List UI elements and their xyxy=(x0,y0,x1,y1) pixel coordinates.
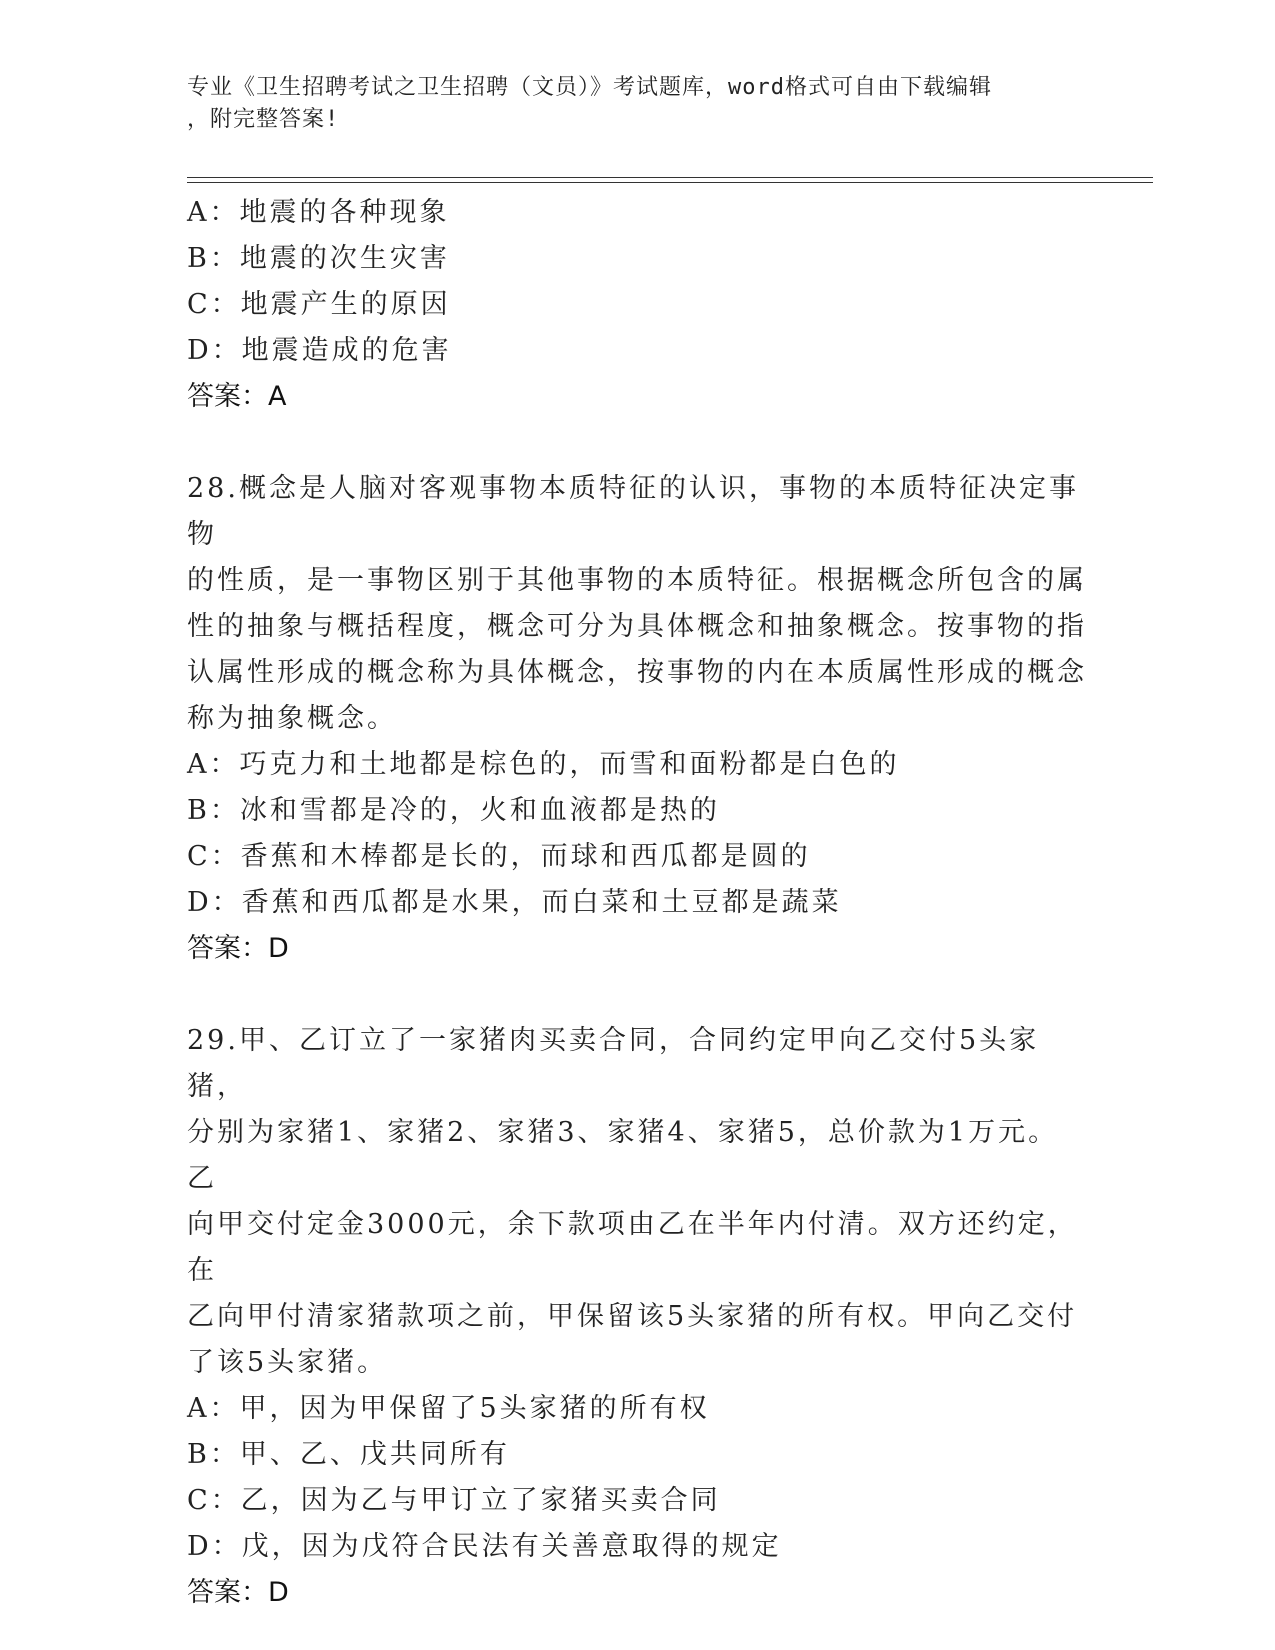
question-stem-line: 的性质，是一事物区别于其他事物的本质特征。根据概念所包含的属 xyxy=(187,565,1087,596)
question-stem-line: 向甲交付定金3000元，余下款项由乙在半年内付清。双方还约定，在 xyxy=(187,1209,1078,1286)
question-stem-line: 分别为家猪1、家猪2、家猪3、家猪4、家猪5，总价款为1万元。乙 xyxy=(187,1117,1059,1194)
question-29 xyxy=(187,1018,1087,1616)
question-27-tail xyxy=(187,190,1087,420)
question-stem-line: 29.甲、乙订立了一家猪肉买卖合同，合同约定甲向乙交付5头家猪， xyxy=(187,1025,1040,1102)
question-stem-line: 乙向甲付清家猪款项之前，甲保留该5头家猪的所有权。甲向乙交付 xyxy=(187,1301,1078,1332)
option-b: B：冰和雪都是冷的，火和血液都是热的 xyxy=(187,795,720,826)
header-divider-bottom xyxy=(187,182,1153,183)
question-stem-line: 称为抽象概念。 xyxy=(187,703,397,734)
option-a: A：甲，因为甲保留了5头家猪的所有权 xyxy=(187,1393,710,1424)
option-d: D：香蕉和西瓜都是水果，而白菜和土豆都是蔬菜 xyxy=(187,887,842,918)
option-d: D：地震造成的危害 xyxy=(187,335,452,366)
option-a: A：巧克力和土地都是棕色的，而雪和面粉都是白色的 xyxy=(187,749,900,780)
option-d: D：戊，因为戊符合民法有关善意取得的规定 xyxy=(187,1531,782,1562)
answer-line: 答案：D xyxy=(187,933,289,964)
option-a: A：地震的各种现象 xyxy=(187,197,450,228)
question-stem-line: 了该5头家猪。 xyxy=(187,1347,388,1378)
option-b: B：甲、乙、戊共同所有 xyxy=(187,1439,510,1470)
question-stem-line: 28.概念是人脑对客观事物本质特征的认识，事物的本质特征决定事物 xyxy=(187,473,1079,550)
option-c: C：香蕉和木棒都是长的，而球和西瓜都是圆的 xyxy=(187,841,811,872)
option-c: C：地震产生的原因 xyxy=(187,289,451,320)
header-line-2: ，附完整答案! xyxy=(187,107,340,132)
question-28 xyxy=(187,466,1087,972)
header-divider-top xyxy=(187,177,1153,178)
header-line-1: 专业《卫生招聘考试之卫生招聘（文员）》考试题库，word格式可自由下载编辑 xyxy=(187,75,992,100)
option-c: C：乙，因为乙与甲订立了家猪买卖合同 xyxy=(187,1485,721,1516)
document-body xyxy=(187,190,1087,1616)
question-stem-line: 性的抽象与概括程度，概念可分为具体概念和抽象概念。按事物的指 xyxy=(187,611,1087,642)
answer-line: 答案：A xyxy=(187,381,287,412)
option-b: B：地震的次生灾害 xyxy=(187,243,450,274)
question-stem-line: 认属性形成的概念称为具体概念，按事物的内在本质属性形成的概念 xyxy=(187,657,1087,688)
answer-line: 答案：D xyxy=(187,1577,289,1608)
document-header xyxy=(187,72,1067,136)
